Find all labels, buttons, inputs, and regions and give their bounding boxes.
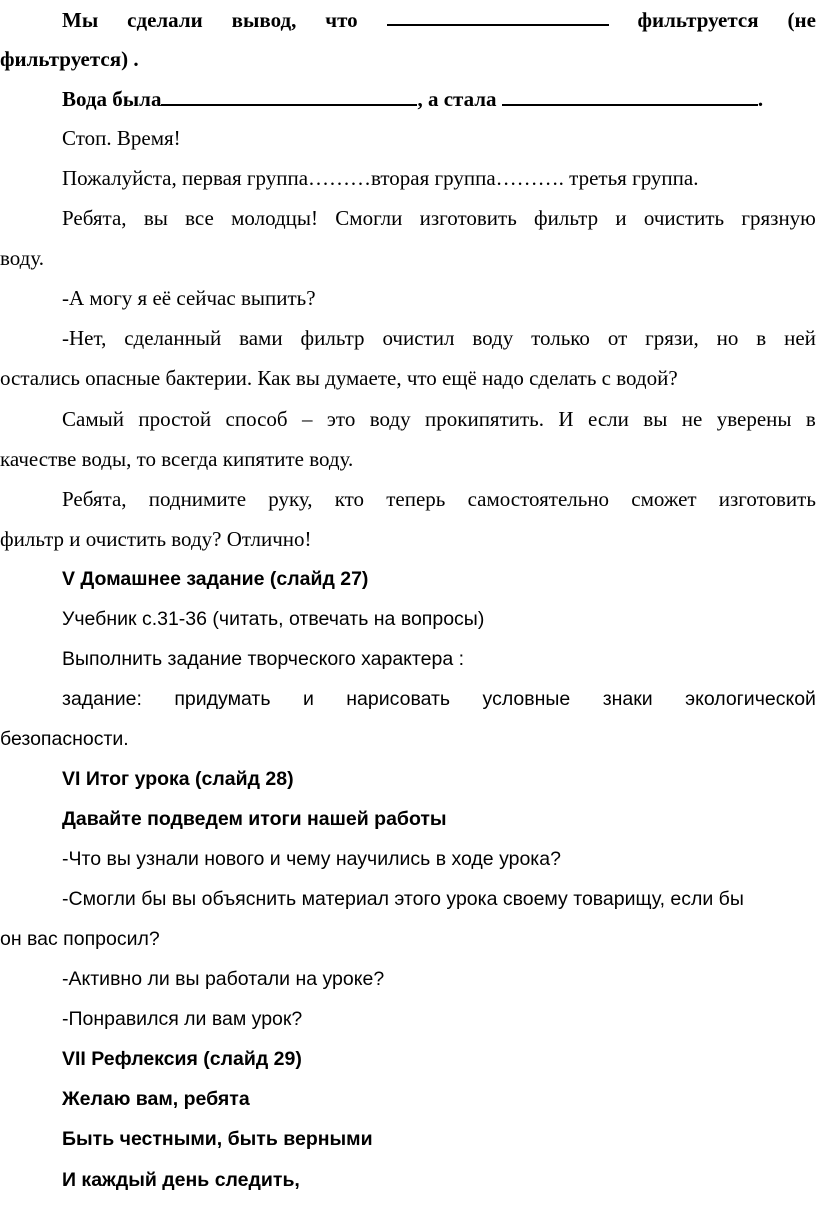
- word: вами: [239, 326, 283, 350]
- word: прокипятить.: [425, 407, 545, 431]
- word: Мы: [62, 8, 99, 32]
- word: простой: [138, 407, 212, 431]
- word: задание:: [62, 688, 142, 710]
- conclusion-line-1: [62, 6, 816, 34]
- paragraph-drink-question: -А могу я её сейчас выпить?: [62, 286, 316, 310]
- paragraph-boil-line-1: [62, 405, 816, 433]
- word: фильтр: [534, 206, 599, 230]
- question-active: -Активно ли вы работали на уроке?: [62, 968, 385, 990]
- word: это: [326, 407, 356, 431]
- word: в: [805, 407, 816, 431]
- word: Смогли: [335, 206, 403, 230]
- paragraph-groups: Пожалуйста, первая группа………вторая группа………. третья группа.: [62, 166, 699, 190]
- paragraph-task-line-1: [62, 685, 816, 713]
- section-heading-homework: V Домашнее задание (слайд 27): [62, 568, 369, 590]
- water-was-label: Вода была: [62, 87, 162, 111]
- word: условные: [482, 688, 571, 710]
- period: .: [757, 87, 764, 111]
- word: фильтр: [300, 326, 365, 350]
- word: Ребята,: [62, 206, 127, 230]
- verse-line-1: Желаю вам, ребята: [62, 1088, 250, 1110]
- paragraph-praise-line-1: [62, 204, 816, 232]
- paragraph-boil-line-2: качестве воды, то всегда кипятите воду.: [0, 447, 354, 471]
- word: грязную: [741, 206, 816, 230]
- word: вы: [143, 206, 168, 230]
- paragraph-creative-task: Выполнить задание творческого характера :: [62, 648, 465, 670]
- question-explain-line-2: он вас попросил?: [0, 928, 160, 950]
- conclusion-line-2: фильтруется) .: [0, 47, 139, 71]
- verse-line-2: Быть честными, быть верными: [62, 1128, 373, 1150]
- word: в: [756, 326, 767, 350]
- word: сможет: [631, 487, 697, 511]
- word: но: [716, 326, 739, 350]
- paragraph-raise-hand-line-2: фильтр и очистить воду? Отлично!: [0, 527, 312, 551]
- word: руку,: [268, 487, 313, 511]
- word: Самый: [62, 407, 124, 431]
- word: очистить: [643, 206, 725, 230]
- verse-line-3: И каждый день следить,: [62, 1169, 300, 1191]
- word: молодцы!: [231, 206, 319, 230]
- water-was-line: [62, 85, 763, 113]
- paragraph-bacteria-line-2: остались опасные бактерии. Как вы думаете, что ещё надо сделать с водой?: [0, 366, 678, 390]
- paragraph-raise-hand-line-1: [62, 485, 816, 513]
- question-liked: -Понравился ли вам урок?: [62, 1008, 303, 1030]
- fill-in-blank: [387, 6, 609, 26]
- word: кто: [334, 487, 365, 511]
- word: уверены: [716, 407, 792, 431]
- paragraph-bacteria-line-1: [62, 324, 816, 352]
- paragraph-stop-time: Стоп. Время!: [62, 126, 181, 150]
- word: экологической: [685, 688, 816, 710]
- word: ней: [784, 326, 816, 350]
- word: что: [325, 8, 358, 32]
- became-label: , а стала: [417, 87, 497, 111]
- word: изготовить: [419, 206, 517, 230]
- word: придумать: [174, 688, 271, 710]
- word: и: [615, 206, 627, 230]
- word: теперь: [386, 487, 446, 511]
- paragraph-task-line-2: безопасности.: [0, 728, 129, 750]
- word: только: [531, 326, 590, 350]
- word: знаки: [602, 688, 653, 710]
- paragraph-textbook: Учебник с.31-36 (читать, отвечать на вопросы): [62, 608, 485, 630]
- word: от: [607, 326, 628, 350]
- word: и: [302, 688, 314, 710]
- word: грязи,: [645, 326, 699, 350]
- word: сделали: [127, 8, 203, 32]
- word: способ: [225, 407, 288, 431]
- word: поднимите: [148, 487, 247, 511]
- word: очистил: [382, 326, 455, 350]
- word: самостоятельно: [467, 487, 610, 511]
- word: не: [681, 407, 703, 431]
- section-heading-reflection: VII Рефлексия (слайд 29): [62, 1048, 302, 1070]
- word: И: [558, 407, 574, 431]
- question-learned: -Что вы узнали нового и чему научились в ходе урока?: [62, 848, 561, 870]
- word: если: [588, 407, 629, 431]
- subheading-summary: Давайте подведем итоги нашей работы: [62, 808, 447, 830]
- question-explain-line-1: -Смогли бы вы объяснить материал этого урока своему товарищу, если бы: [62, 888, 744, 910]
- word: -Нет,: [62, 326, 107, 350]
- word: сделанный: [124, 326, 222, 350]
- word: изготовить: [718, 487, 816, 511]
- word: Ребята,: [62, 487, 127, 511]
- word: все: [185, 206, 214, 230]
- word: вы: [643, 407, 668, 431]
- word: фильтруется: [637, 8, 759, 32]
- fill-in-blank: [161, 86, 417, 106]
- word: нарисовать: [346, 688, 451, 710]
- fill-in-blank: [502, 86, 758, 106]
- word: вывод,: [231, 8, 297, 32]
- section-heading-summary: VI Итог урока (слайд 28): [62, 768, 294, 790]
- word: воду: [369, 407, 411, 431]
- paragraph-praise-line-2: воду.: [0, 246, 44, 270]
- word: (не: [787, 8, 816, 32]
- word: –: [302, 407, 313, 431]
- word: воду: [472, 326, 514, 350]
